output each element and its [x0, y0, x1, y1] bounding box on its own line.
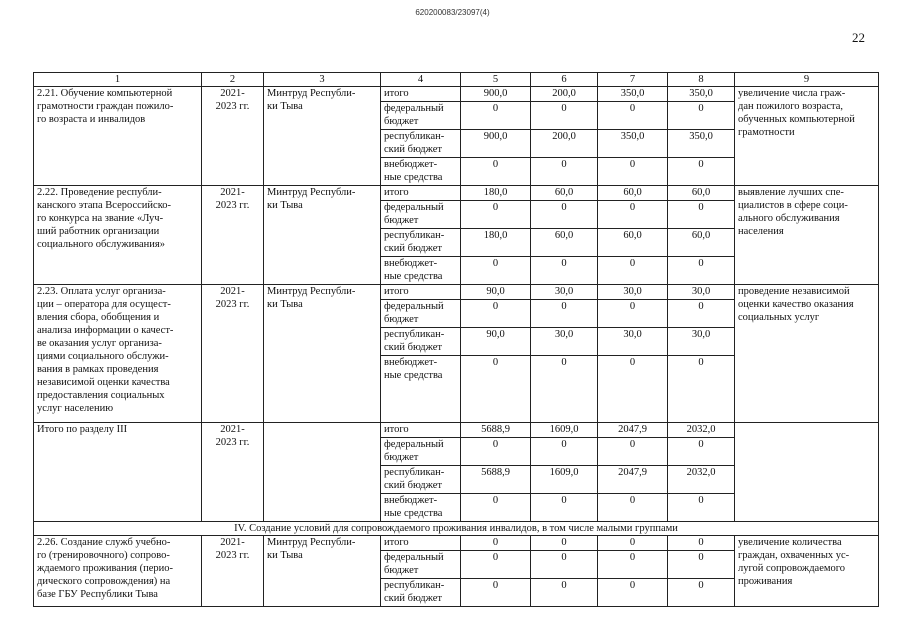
value-cell: 0	[531, 201, 598, 229]
value-cell: 0	[531, 536, 598, 551]
value-cell: 0	[461, 102, 531, 130]
value-cell: 0	[598, 300, 668, 328]
column-header: 4	[381, 73, 461, 87]
value-cell: 0	[531, 551, 598, 579]
value-cell: 60,0	[531, 186, 598, 201]
value-cell: 350,0	[668, 87, 735, 102]
value-cell: 900,0	[461, 87, 531, 102]
value-cell: 180,0	[461, 229, 531, 257]
funding-source-cell: внебюджет- ные средства	[381, 257, 461, 285]
value-cell: 0	[461, 201, 531, 229]
table-body	[34, 73, 879, 607]
activity-name-cell: 2.22. Проведение республи- канского этапа Всероссийско- го конкурса на звание «Луч- ший работник организации социального обслуживания»	[34, 186, 202, 285]
value-cell: 60,0	[668, 229, 735, 257]
expected-result-cell	[735, 423, 879, 522]
value-cell: 5688,9	[461, 423, 531, 438]
expected-result-cell: проведение независимой оценки качество оказания социальных услуг	[735, 285, 879, 423]
value-cell: 30,0	[598, 285, 668, 300]
value-cell: 0	[668, 257, 735, 285]
column-header: 6	[531, 73, 598, 87]
value-cell: 0	[598, 356, 668, 423]
column-number-row	[34, 73, 879, 87]
document-id: 620200083/23097(4)	[415, 8, 490, 17]
value-cell: 180,0	[461, 186, 531, 201]
value-cell: 30,0	[531, 328, 598, 356]
value-cell: 0	[668, 300, 735, 328]
value-cell: 0	[668, 438, 735, 466]
table-row	[34, 285, 879, 300]
value-cell: 0	[598, 257, 668, 285]
activity-name-cell: 2.23. Оплата услуг организа- ции – оператора для осущест- вления сбора, обобщения и анализа информации о качест- ве оказания услуг организа- циями социального обслужи- вания в рамках проведения независимой оценки качества предоставления социальных услуг населению	[34, 285, 202, 423]
value-cell: 0	[598, 438, 668, 466]
value-cell: 2032,0	[668, 423, 735, 438]
funding-source-cell: федеральный бюджет	[381, 438, 461, 466]
value-cell: 30,0	[598, 328, 668, 356]
executor-cell	[264, 423, 381, 522]
period-cell: 2021- 2023 гг.	[202, 423, 264, 522]
funding-source-cell: федеральный бюджет	[381, 551, 461, 579]
value-cell: 0	[461, 551, 531, 579]
value-cell: 350,0	[598, 87, 668, 102]
value-cell: 2032,0	[668, 466, 735, 494]
table-row	[34, 423, 879, 438]
value-cell: 0	[668, 579, 735, 607]
funding-source-cell: итого	[381, 536, 461, 551]
funding-source-cell: республикан- ский бюджет	[381, 130, 461, 158]
funding-source-cell: итого	[381, 186, 461, 201]
value-cell: 0	[461, 494, 531, 522]
funding-source-cell: республикан- ский бюджет	[381, 579, 461, 607]
column-header: 7	[598, 73, 668, 87]
value-cell: 2047,9	[598, 466, 668, 494]
funding-source-cell: федеральный бюджет	[381, 300, 461, 328]
value-cell: 0	[598, 102, 668, 130]
value-cell: 0	[668, 356, 735, 423]
value-cell: 60,0	[531, 229, 598, 257]
activity-name-cell: Итого по разделу III	[34, 423, 202, 522]
period-cell: 2021- 2023 гг.	[202, 186, 264, 285]
value-cell: 0	[531, 438, 598, 466]
expected-result-cell: выявление лучших спе- циалистов в сфере соци- ального обслуживания населения	[735, 186, 879, 285]
activity-name-cell: 2.21. Обучение компьютерной грамотности граждан пожило- го возраста и инвалидов	[34, 87, 202, 186]
table-row	[34, 186, 879, 201]
expected-result-cell: увеличение числа граж- дан пожилого возраста, обученных компьютерной грамотности	[735, 87, 879, 186]
value-cell: 0	[531, 579, 598, 607]
funding-source-cell: итого	[381, 423, 461, 438]
funding-source-cell: итого	[381, 285, 461, 300]
value-cell: 0	[531, 356, 598, 423]
column-header: 1	[34, 73, 202, 87]
period-cell: 2021- 2023 гг.	[202, 87, 264, 186]
column-header: 3	[264, 73, 381, 87]
column-header: 8	[668, 73, 735, 87]
value-cell: 0	[531, 300, 598, 328]
value-cell: 350,0	[668, 130, 735, 158]
period-cell: 2021- 2023 гг.	[202, 536, 264, 607]
column-header: 9	[735, 73, 879, 87]
value-cell: 90,0	[461, 285, 531, 300]
value-cell: 90,0	[461, 328, 531, 356]
value-cell: 0	[531, 257, 598, 285]
value-cell: 0	[668, 494, 735, 522]
executor-cell: Минтруд Республи- ки Тыва	[264, 536, 381, 607]
value-cell: 350,0	[598, 130, 668, 158]
value-cell: 5688,9	[461, 466, 531, 494]
executor-cell: Минтруд Республи- ки Тыва	[264, 285, 381, 423]
value-cell: 60,0	[598, 186, 668, 201]
value-cell: 0	[461, 300, 531, 328]
funding-source-cell: республикан- ский бюджет	[381, 229, 461, 257]
period-cell: 2021- 2023 гг.	[202, 285, 264, 423]
value-cell: 0	[461, 579, 531, 607]
section-title: IV. Создание условий для сопровождаемого проживания инвалидов, в том числе малыми группами	[34, 522, 879, 536]
value-cell: 0	[461, 536, 531, 551]
value-cell: 0	[668, 201, 735, 229]
funding-source-cell: республикан- ский бюджет	[381, 328, 461, 356]
value-cell: 60,0	[668, 186, 735, 201]
value-cell: 0	[598, 158, 668, 186]
value-cell: 30,0	[531, 285, 598, 300]
expected-result-cell: увеличение количества граждан, охваченных ус- лугой сопровождаемого проживания	[735, 536, 879, 607]
value-cell: 0	[598, 579, 668, 607]
executor-cell: Минтруд Республи- ки Тыва	[264, 87, 381, 186]
value-cell: 30,0	[668, 285, 735, 300]
value-cell: 60,0	[598, 229, 668, 257]
section-heading-row	[34, 522, 879, 536]
column-header: 2	[202, 73, 264, 87]
value-cell: 900,0	[461, 130, 531, 158]
value-cell: 200,0	[531, 130, 598, 158]
activity-name-cell: 2.26. Создание служб учебно- го (тренировочного) сопрово- ждаемого проживания (перио- дического сопровождения) на базе ГБУ Республики Тыва	[34, 536, 202, 607]
value-cell: 30,0	[668, 328, 735, 356]
value-cell: 0	[531, 158, 598, 186]
value-cell: 1609,0	[531, 466, 598, 494]
value-cell: 2047,9	[598, 423, 668, 438]
funding-source-cell: итого	[381, 87, 461, 102]
value-cell: 0	[461, 158, 531, 186]
table-row	[34, 87, 879, 102]
value-cell: 0	[668, 536, 735, 551]
value-cell: 0	[531, 494, 598, 522]
funding-source-cell: федеральный бюджет	[381, 102, 461, 130]
table-row	[34, 536, 879, 551]
funding-source-cell: внебюджет- ные средства	[381, 356, 461, 423]
value-cell: 0	[598, 551, 668, 579]
value-cell: 0	[668, 551, 735, 579]
funding-source-cell: внебюджет- ные средства	[381, 158, 461, 186]
value-cell: 0	[668, 102, 735, 130]
program-table	[33, 72, 879, 607]
value-cell: 200,0	[531, 87, 598, 102]
funding-source-cell: внебюджет- ные средства	[381, 494, 461, 522]
value-cell: 0	[668, 158, 735, 186]
executor-cell: Минтруд Республи- ки Тыва	[264, 186, 381, 285]
funding-source-cell: республикан- ский бюджет	[381, 466, 461, 494]
value-cell: 0	[461, 438, 531, 466]
value-cell: 0	[461, 356, 531, 423]
value-cell: 0	[598, 536, 668, 551]
value-cell: 0	[598, 494, 668, 522]
value-cell: 0	[598, 201, 668, 229]
funding-source-cell: федеральный бюджет	[381, 201, 461, 229]
column-header: 5	[461, 73, 531, 87]
page-number: 22	[852, 30, 865, 45]
value-cell: 1609,0	[531, 423, 598, 438]
value-cell: 0	[531, 102, 598, 130]
value-cell: 0	[461, 257, 531, 285]
